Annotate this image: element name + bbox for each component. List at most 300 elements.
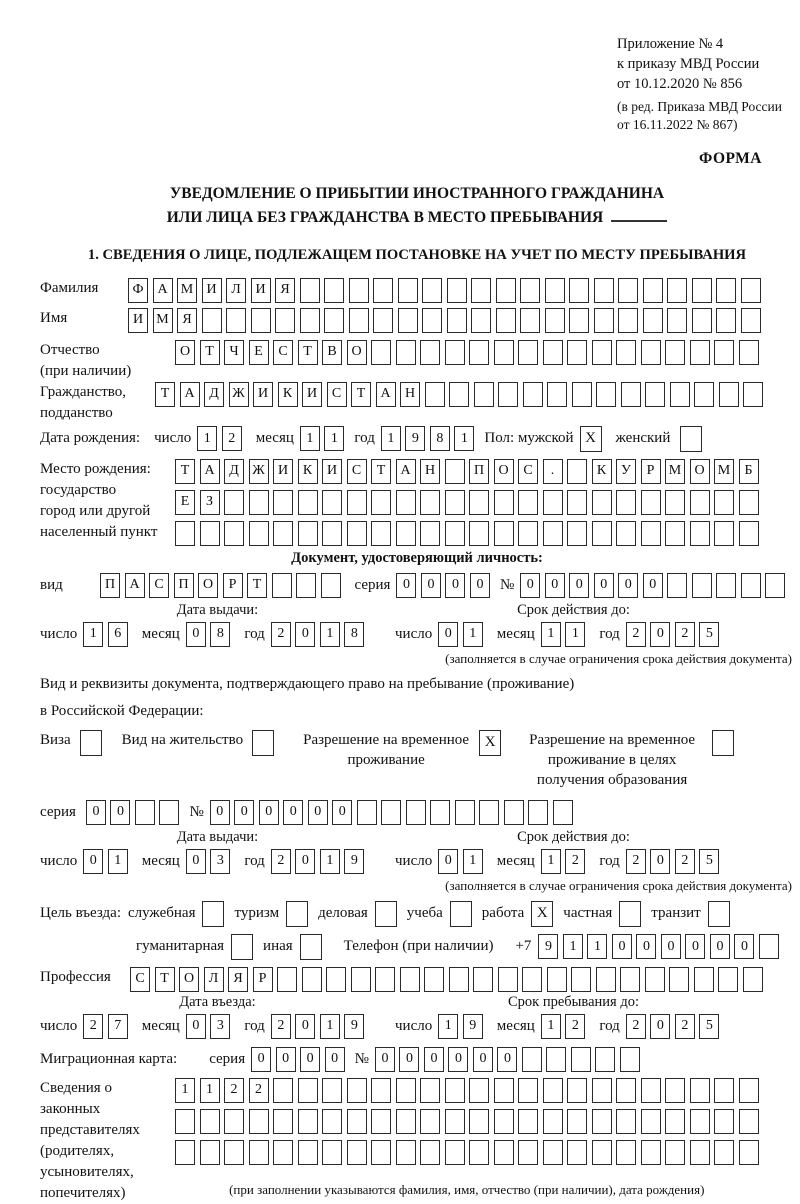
char-cell[interactable] bbox=[471, 308, 491, 333]
char-cell[interactable] bbox=[645, 382, 665, 407]
char-cell[interactable]: 1 bbox=[541, 622, 561, 647]
char-cell[interactable] bbox=[469, 1140, 489, 1165]
char-cell[interactable] bbox=[665, 521, 685, 546]
char-cell[interactable] bbox=[759, 934, 779, 959]
purpose-official-checkbox[interactable] bbox=[202, 901, 224, 927]
char-cell[interactable]: И bbox=[273, 459, 293, 484]
char-cell[interactable] bbox=[567, 490, 587, 515]
char-cell[interactable] bbox=[641, 1078, 661, 1103]
char-cell[interactable]: 0 bbox=[612, 934, 632, 959]
purpose-business-checkbox[interactable] bbox=[375, 901, 397, 927]
char-cell[interactable] bbox=[765, 573, 785, 598]
char-cell[interactable] bbox=[743, 382, 763, 407]
char-cell[interactable] bbox=[398, 308, 418, 333]
char-cell[interactable] bbox=[226, 308, 246, 333]
char-cell[interactable]: 0 bbox=[520, 573, 540, 598]
char-cell[interactable]: К bbox=[298, 459, 318, 484]
char-cell[interactable] bbox=[445, 521, 465, 546]
char-cell[interactable] bbox=[714, 490, 734, 515]
char-cell[interactable]: 0 bbox=[618, 573, 638, 598]
char-cell[interactable]: 1 bbox=[83, 622, 103, 647]
char-cell[interactable] bbox=[616, 521, 636, 546]
char-cell[interactable]: 1 bbox=[324, 426, 344, 451]
char-cell[interactable]: 1 bbox=[300, 426, 320, 451]
char-cell[interactable]: Т bbox=[155, 967, 175, 992]
purpose-private-checkbox[interactable] bbox=[619, 901, 641, 927]
char-cell[interactable] bbox=[567, 1078, 587, 1103]
char-cell[interactable]: 0 bbox=[259, 800, 279, 825]
char-cell[interactable] bbox=[616, 1140, 636, 1165]
char-cell[interactable]: 0 bbox=[438, 849, 458, 874]
char-cell[interactable] bbox=[692, 278, 712, 303]
char-cell[interactable] bbox=[592, 521, 612, 546]
char-cell[interactable] bbox=[667, 573, 687, 598]
char-cell[interactable]: Я bbox=[177, 308, 197, 333]
char-cell[interactable]: 1 bbox=[541, 1014, 561, 1039]
char-cell[interactable]: 9 bbox=[538, 934, 558, 959]
char-cell[interactable] bbox=[445, 459, 465, 484]
char-cell[interactable] bbox=[422, 278, 442, 303]
char-cell[interactable] bbox=[420, 1140, 440, 1165]
char-cell[interactable] bbox=[645, 967, 665, 992]
purpose-tourism-checkbox[interactable] bbox=[286, 901, 308, 927]
char-cell[interactable]: 0 bbox=[308, 800, 328, 825]
char-cell[interactable] bbox=[496, 278, 516, 303]
char-cell[interactable] bbox=[381, 800, 401, 825]
char-cell[interactable]: О bbox=[347, 340, 367, 365]
char-cell[interactable] bbox=[455, 800, 475, 825]
char-cell[interactable]: Н bbox=[400, 382, 420, 407]
char-cell[interactable]: Д bbox=[224, 459, 244, 484]
char-cell[interactable] bbox=[741, 278, 761, 303]
char-cell[interactable] bbox=[469, 490, 489, 515]
char-cell[interactable] bbox=[543, 1078, 563, 1103]
purpose-transit-checkbox[interactable] bbox=[708, 901, 730, 927]
char-cell[interactable]: 0 bbox=[295, 849, 315, 874]
char-cell[interactable]: И bbox=[322, 459, 342, 484]
char-cell[interactable] bbox=[641, 521, 661, 546]
char-cell[interactable] bbox=[641, 340, 661, 365]
char-cell[interactable]: 2 bbox=[675, 849, 695, 874]
char-cell[interactable]: У bbox=[616, 459, 636, 484]
char-cell[interactable] bbox=[739, 1078, 759, 1103]
char-cell[interactable] bbox=[616, 1109, 636, 1134]
char-cell[interactable] bbox=[567, 459, 587, 484]
char-cell[interactable]: 2 bbox=[565, 849, 585, 874]
char-cell[interactable]: Н bbox=[420, 459, 440, 484]
char-cell[interactable] bbox=[522, 1047, 542, 1072]
char-cell[interactable] bbox=[445, 490, 465, 515]
char-cell[interactable]: 0 bbox=[650, 849, 670, 874]
char-cell[interactable]: С bbox=[518, 459, 538, 484]
char-cell[interactable]: Т bbox=[200, 340, 220, 365]
char-cell[interactable] bbox=[371, 1140, 391, 1165]
char-cell[interactable] bbox=[324, 278, 344, 303]
char-cell[interactable] bbox=[349, 308, 369, 333]
char-cell[interactable]: 1 bbox=[175, 1078, 195, 1103]
char-cell[interactable] bbox=[347, 1140, 367, 1165]
char-cell[interactable] bbox=[445, 1109, 465, 1134]
char-cell[interactable] bbox=[518, 1078, 538, 1103]
char-cell[interactable] bbox=[494, 340, 514, 365]
char-cell[interactable] bbox=[406, 800, 426, 825]
char-cell[interactable] bbox=[351, 967, 371, 992]
char-cell[interactable] bbox=[371, 521, 391, 546]
char-cell[interactable] bbox=[396, 1078, 416, 1103]
char-cell[interactable] bbox=[200, 1109, 220, 1134]
char-cell[interactable]: 1 bbox=[541, 849, 561, 874]
char-cell[interactable]: 0 bbox=[661, 934, 681, 959]
char-cell[interactable]: 2 bbox=[249, 1078, 269, 1103]
char-cell[interactable]: 0 bbox=[569, 573, 589, 598]
char-cell[interactable] bbox=[322, 490, 342, 515]
char-cell[interactable] bbox=[469, 1078, 489, 1103]
char-cell[interactable] bbox=[567, 1109, 587, 1134]
char-cell[interactable] bbox=[714, 521, 734, 546]
char-cell[interactable]: С bbox=[130, 967, 150, 992]
char-cell[interactable]: 9 bbox=[344, 849, 364, 874]
char-cell[interactable] bbox=[251, 308, 271, 333]
char-cell[interactable] bbox=[425, 382, 445, 407]
char-cell[interactable] bbox=[670, 382, 690, 407]
char-cell[interactable]: О bbox=[690, 459, 710, 484]
char-cell[interactable]: К bbox=[592, 459, 612, 484]
char-cell[interactable]: А bbox=[125, 573, 145, 598]
char-cell[interactable]: 0 bbox=[186, 622, 206, 647]
char-cell[interactable] bbox=[347, 490, 367, 515]
char-cell[interactable] bbox=[518, 340, 538, 365]
char-cell[interactable] bbox=[543, 340, 563, 365]
char-cell[interactable] bbox=[692, 573, 712, 598]
char-cell[interactable] bbox=[449, 967, 469, 992]
char-cell[interactable] bbox=[175, 1140, 195, 1165]
char-cell[interactable] bbox=[420, 490, 440, 515]
char-cell[interactable] bbox=[592, 490, 612, 515]
char-cell[interactable] bbox=[618, 308, 638, 333]
char-cell[interactable]: Ж bbox=[229, 382, 249, 407]
char-cell[interactable] bbox=[714, 340, 734, 365]
char-cell[interactable] bbox=[224, 1140, 244, 1165]
char-cell[interactable]: О bbox=[175, 340, 195, 365]
char-cell[interactable] bbox=[520, 308, 540, 333]
char-cell[interactable]: 0 bbox=[650, 1014, 670, 1039]
char-cell[interactable]: 2 bbox=[222, 426, 242, 451]
char-cell[interactable]: И bbox=[302, 382, 322, 407]
char-cell[interactable] bbox=[424, 967, 444, 992]
char-cell[interactable]: 0 bbox=[734, 934, 754, 959]
char-cell[interactable] bbox=[569, 278, 589, 303]
char-cell[interactable]: С bbox=[273, 340, 293, 365]
char-cell[interactable] bbox=[528, 800, 548, 825]
char-cell[interactable] bbox=[275, 308, 295, 333]
char-cell[interactable]: И bbox=[251, 278, 271, 303]
char-cell[interactable] bbox=[569, 308, 589, 333]
char-cell[interactable]: А bbox=[396, 459, 416, 484]
char-cell[interactable] bbox=[479, 800, 499, 825]
char-cell[interactable] bbox=[347, 1109, 367, 1134]
char-cell[interactable] bbox=[620, 967, 640, 992]
char-cell[interactable]: 9 bbox=[463, 1014, 483, 1039]
char-cell[interactable] bbox=[349, 278, 369, 303]
char-cell[interactable] bbox=[543, 521, 563, 546]
char-cell[interactable]: А bbox=[180, 382, 200, 407]
char-cell[interactable]: Т bbox=[155, 382, 175, 407]
char-cell[interactable] bbox=[322, 521, 342, 546]
char-cell[interactable] bbox=[396, 490, 416, 515]
char-cell[interactable] bbox=[347, 521, 367, 546]
char-cell[interactable] bbox=[592, 340, 612, 365]
char-cell[interactable]: Т bbox=[298, 340, 318, 365]
char-cell[interactable]: П bbox=[100, 573, 120, 598]
char-cell[interactable] bbox=[298, 1140, 318, 1165]
char-cell[interactable] bbox=[445, 340, 465, 365]
char-cell[interactable]: 0 bbox=[424, 1047, 444, 1072]
char-cell[interactable] bbox=[714, 1109, 734, 1134]
char-cell[interactable]: 0 bbox=[283, 800, 303, 825]
char-cell[interactable]: Б bbox=[739, 459, 759, 484]
char-cell[interactable] bbox=[641, 1140, 661, 1165]
sex-male-checkbox[interactable]: X bbox=[580, 426, 602, 452]
char-cell[interactable] bbox=[445, 1140, 465, 1165]
char-cell[interactable] bbox=[667, 278, 687, 303]
char-cell[interactable]: 1 bbox=[200, 1078, 220, 1103]
char-cell[interactable] bbox=[667, 308, 687, 333]
char-cell[interactable] bbox=[498, 967, 518, 992]
char-cell[interactable] bbox=[518, 1140, 538, 1165]
char-cell[interactable] bbox=[175, 1109, 195, 1134]
char-cell[interactable] bbox=[572, 382, 592, 407]
char-cell[interactable] bbox=[447, 308, 467, 333]
char-cell[interactable]: 8 bbox=[430, 426, 450, 451]
char-cell[interactable]: М bbox=[153, 308, 173, 333]
char-cell[interactable]: 2 bbox=[626, 622, 646, 647]
char-cell[interactable]: 1 bbox=[587, 934, 607, 959]
char-cell[interactable] bbox=[494, 1078, 514, 1103]
char-cell[interactable]: Я bbox=[275, 278, 295, 303]
char-cell[interactable] bbox=[739, 490, 759, 515]
char-cell[interactable]: М bbox=[714, 459, 734, 484]
char-cell[interactable]: 0 bbox=[421, 573, 441, 598]
char-cell[interactable]: 0 bbox=[438, 622, 458, 647]
char-cell[interactable]: Т bbox=[371, 459, 391, 484]
purpose-work-checkbox[interactable]: X bbox=[531, 901, 553, 927]
char-cell[interactable]: Р bbox=[641, 459, 661, 484]
char-cell[interactable] bbox=[543, 1140, 563, 1165]
char-cell[interactable]: 2 bbox=[271, 849, 291, 874]
char-cell[interactable] bbox=[347, 1078, 367, 1103]
temp-residence-education-checkbox[interactable] bbox=[712, 730, 734, 756]
char-cell[interactable] bbox=[690, 1109, 710, 1134]
char-cell[interactable]: Р bbox=[223, 573, 243, 598]
char-cell[interactable]: 8 bbox=[210, 622, 230, 647]
char-cell[interactable] bbox=[420, 1078, 440, 1103]
char-cell[interactable] bbox=[471, 278, 491, 303]
char-cell[interactable] bbox=[692, 308, 712, 333]
char-cell[interactable] bbox=[690, 1140, 710, 1165]
char-cell[interactable] bbox=[494, 1109, 514, 1134]
char-cell[interactable] bbox=[739, 340, 759, 365]
char-cell[interactable] bbox=[543, 490, 563, 515]
char-cell[interactable] bbox=[422, 308, 442, 333]
char-cell[interactable]: 0 bbox=[710, 934, 730, 959]
char-cell[interactable]: 6 bbox=[108, 622, 128, 647]
char-cell[interactable] bbox=[249, 521, 269, 546]
char-cell[interactable] bbox=[518, 1109, 538, 1134]
char-cell[interactable] bbox=[743, 967, 763, 992]
char-cell[interactable] bbox=[592, 1078, 612, 1103]
char-cell[interactable] bbox=[545, 308, 565, 333]
char-cell[interactable] bbox=[322, 1109, 342, 1134]
char-cell[interactable] bbox=[449, 382, 469, 407]
char-cell[interactable] bbox=[594, 308, 614, 333]
char-cell[interactable]: 1 bbox=[381, 426, 401, 451]
residence-permit-checkbox[interactable] bbox=[252, 730, 274, 756]
char-cell[interactable] bbox=[716, 573, 736, 598]
char-cell[interactable] bbox=[375, 967, 395, 992]
char-cell[interactable] bbox=[571, 967, 591, 992]
char-cell[interactable]: А bbox=[153, 278, 173, 303]
char-cell[interactable]: 0 bbox=[295, 1014, 315, 1039]
char-cell[interactable] bbox=[596, 967, 616, 992]
char-cell[interactable] bbox=[518, 490, 538, 515]
char-cell[interactable] bbox=[373, 278, 393, 303]
char-cell[interactable]: Р bbox=[253, 967, 273, 992]
char-cell[interactable]: 5 bbox=[699, 1014, 719, 1039]
char-cell[interactable]: 5 bbox=[699, 849, 719, 874]
char-cell[interactable] bbox=[739, 521, 759, 546]
char-cell[interactable]: 0 bbox=[636, 934, 656, 959]
char-cell[interactable] bbox=[396, 1109, 416, 1134]
char-cell[interactable] bbox=[594, 278, 614, 303]
char-cell[interactable] bbox=[690, 490, 710, 515]
char-cell[interactable]: 2 bbox=[565, 1014, 585, 1039]
char-cell[interactable]: Т bbox=[351, 382, 371, 407]
char-cell[interactable] bbox=[302, 967, 322, 992]
char-cell[interactable]: Т bbox=[175, 459, 195, 484]
char-cell[interactable] bbox=[694, 382, 714, 407]
char-cell[interactable] bbox=[665, 1140, 685, 1165]
char-cell[interactable]: С bbox=[347, 459, 367, 484]
char-cell[interactable]: 0 bbox=[473, 1047, 493, 1072]
char-cell[interactable] bbox=[504, 800, 524, 825]
char-cell[interactable]: А bbox=[200, 459, 220, 484]
visa-checkbox[interactable] bbox=[80, 730, 102, 756]
char-cell[interactable] bbox=[595, 1047, 615, 1072]
char-cell[interactable] bbox=[469, 340, 489, 365]
char-cell[interactable] bbox=[567, 521, 587, 546]
char-cell[interactable] bbox=[616, 340, 636, 365]
char-cell[interactable]: 2 bbox=[271, 622, 291, 647]
char-cell[interactable]: 1 bbox=[565, 622, 585, 647]
char-cell[interactable]: 2 bbox=[675, 622, 695, 647]
char-cell[interactable] bbox=[298, 490, 318, 515]
char-cell[interactable] bbox=[273, 1140, 293, 1165]
purpose-study-checkbox[interactable] bbox=[450, 901, 472, 927]
char-cell[interactable] bbox=[298, 1109, 318, 1134]
char-cell[interactable] bbox=[498, 382, 518, 407]
char-cell[interactable]: Е bbox=[175, 490, 195, 515]
char-cell[interactable] bbox=[300, 278, 320, 303]
char-cell[interactable]: 0 bbox=[210, 800, 230, 825]
char-cell[interactable]: 2 bbox=[224, 1078, 244, 1103]
char-cell[interactable] bbox=[322, 1078, 342, 1103]
char-cell[interactable] bbox=[400, 967, 420, 992]
char-cell[interactable] bbox=[643, 278, 663, 303]
char-cell[interactable] bbox=[641, 1109, 661, 1134]
char-cell[interactable]: Т bbox=[247, 573, 267, 598]
char-cell[interactable]: 0 bbox=[332, 800, 352, 825]
char-cell[interactable] bbox=[665, 490, 685, 515]
char-cell[interactable]: 0 bbox=[445, 573, 465, 598]
char-cell[interactable] bbox=[690, 340, 710, 365]
char-cell[interactable]: 1 bbox=[320, 622, 340, 647]
char-cell[interactable]: 0 bbox=[110, 800, 130, 825]
char-cell[interactable]: 2 bbox=[626, 1014, 646, 1039]
char-cell[interactable] bbox=[616, 1078, 636, 1103]
char-cell[interactable]: 2 bbox=[626, 849, 646, 874]
char-cell[interactable] bbox=[430, 800, 450, 825]
char-cell[interactable]: В bbox=[322, 340, 342, 365]
char-cell[interactable] bbox=[739, 1109, 759, 1134]
char-cell[interactable]: Ж bbox=[249, 459, 269, 484]
char-cell[interactable]: О bbox=[494, 459, 514, 484]
char-cell[interactable] bbox=[545, 278, 565, 303]
char-cell[interactable] bbox=[547, 382, 567, 407]
char-cell[interactable]: 0 bbox=[594, 573, 614, 598]
char-cell[interactable]: О bbox=[198, 573, 218, 598]
char-cell[interactable] bbox=[273, 1109, 293, 1134]
char-cell[interactable]: 0 bbox=[396, 573, 416, 598]
char-cell[interactable] bbox=[496, 308, 516, 333]
char-cell[interactable] bbox=[553, 800, 573, 825]
char-cell[interactable] bbox=[621, 382, 641, 407]
char-cell[interactable] bbox=[716, 278, 736, 303]
char-cell[interactable] bbox=[690, 521, 710, 546]
char-cell[interactable]: 9 bbox=[405, 426, 425, 451]
char-cell[interactable]: Я bbox=[228, 967, 248, 992]
char-cell[interactable]: 0 bbox=[83, 849, 103, 874]
char-cell[interactable] bbox=[371, 340, 391, 365]
char-cell[interactable] bbox=[447, 278, 467, 303]
char-cell[interactable]: 0 bbox=[470, 573, 490, 598]
char-cell[interactable] bbox=[321, 573, 341, 598]
char-cell[interactable] bbox=[643, 308, 663, 333]
char-cell[interactable]: 0 bbox=[650, 622, 670, 647]
char-cell[interactable]: 0 bbox=[276, 1047, 296, 1072]
sex-female-checkbox[interactable] bbox=[680, 426, 702, 452]
char-cell[interactable]: 0 bbox=[295, 622, 315, 647]
char-cell[interactable] bbox=[373, 308, 393, 333]
char-cell[interactable] bbox=[669, 967, 689, 992]
char-cell[interactable]: 0 bbox=[685, 934, 705, 959]
char-cell[interactable]: С bbox=[149, 573, 169, 598]
char-cell[interactable] bbox=[273, 490, 293, 515]
char-cell[interactable] bbox=[596, 382, 616, 407]
purpose-humanitarian-checkbox[interactable] bbox=[231, 934, 253, 960]
char-cell[interactable] bbox=[665, 1078, 685, 1103]
char-cell[interactable]: 0 bbox=[86, 800, 106, 825]
char-cell[interactable] bbox=[469, 1109, 489, 1134]
char-cell[interactable]: 9 bbox=[344, 1014, 364, 1039]
char-cell[interactable] bbox=[322, 1140, 342, 1165]
char-cell[interactable] bbox=[618, 278, 638, 303]
char-cell[interactable] bbox=[694, 967, 714, 992]
char-cell[interactable] bbox=[300, 308, 320, 333]
char-cell[interactable]: 1 bbox=[563, 934, 583, 959]
char-cell[interactable]: 0 bbox=[399, 1047, 419, 1072]
char-cell[interactable] bbox=[473, 967, 493, 992]
char-cell[interactable]: Ф bbox=[128, 278, 148, 303]
